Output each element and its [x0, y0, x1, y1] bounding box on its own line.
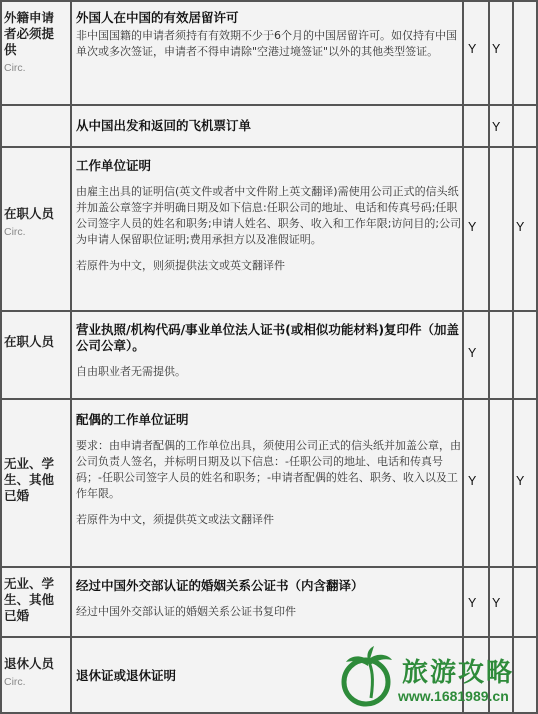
site-watermark	[338, 646, 536, 712]
table-border	[0, 0, 538, 2]
document-note: 自由职业者无需提供。	[76, 365, 186, 378]
document-note: 若原件为中文，须提供英文或法文翻译件	[76, 513, 274, 526]
document-cell	[76, 118, 462, 134]
category-cell	[4, 10, 66, 76]
document-cell	[76, 578, 462, 620]
watermark-text: 旅游攻略	[402, 658, 515, 688]
circ-note: Circ.	[4, 676, 26, 688]
document-cell	[76, 322, 462, 380]
document-description: 由雇主出具的证明信(英文件或者中文件附上英文翻译)需使用公司正式的信头纸并加盖公章签字并明确日期及如下信息:任职公司的地址、电话和传真号码;任职公司签字人员的姓名和职务;申请人姓名、职务、收入和工作年限;访问目的;公司为申请人保留职位证明;费用承担方以及准假证明。	[76, 185, 462, 246]
category-cell	[4, 456, 66, 504]
check-mark: Y	[492, 596, 501, 610]
document-title: 工作单位证明	[76, 158, 152, 173]
category-label: 退休人员	[4, 656, 55, 671]
row-divider	[0, 104, 538, 106]
check-mark: Y	[492, 42, 501, 56]
row-divider	[0, 636, 538, 638]
document-title: 配偶的工作单位证明	[76, 412, 189, 427]
document-cell	[76, 158, 462, 274]
column-divider	[488, 0, 490, 714]
table-border	[0, 0, 2, 714]
category-label: 外籍申请者必须提供	[4, 10, 55, 57]
document-title: 经过中国外交部认证的婚姻关系公证书（内含翻译）	[76, 578, 364, 593]
category-cell	[4, 334, 66, 350]
circ-note: Circ.	[4, 226, 26, 238]
category-cell	[4, 206, 66, 240]
category-label: 无业、学生、其他已婚	[4, 456, 55, 503]
category-label: 无业、学生、其他已婚	[4, 576, 55, 623]
check-mark: Y	[468, 42, 477, 56]
check-mark: Y	[468, 474, 477, 488]
row-divider	[0, 566, 538, 568]
row-divider	[0, 146, 538, 148]
circ-note: Circ.	[4, 62, 26, 74]
category-label: 在职人员	[4, 334, 55, 349]
document-description: 要求：由申请者配偶的工作单位出具，须使用公司正式的信头纸并加盖公章，由公司负责人签名，并标明日期及以下信息：-任职公司的地址、电话和传真号码；-任职公司签字人员的姓名和职务；-申请者配偶的姓名、职务、收入以及工作年限。	[76, 439, 461, 500]
check-mark: Y	[516, 474, 525, 488]
column-divider	[70, 0, 72, 714]
document-cell	[76, 412, 462, 528]
check-mark: Y	[468, 220, 477, 234]
watermark-url: www.1681989.cn	[398, 688, 509, 704]
check-mark: Y	[516, 220, 525, 234]
palm-tree-icon	[338, 646, 398, 708]
category-cell	[4, 656, 66, 690]
document-title: 营业执照/机构代码/事业单位法人证书(或相似功能材料)复印件（加盖公司公章）。	[76, 322, 460, 353]
check-mark: Y	[468, 596, 477, 610]
column-divider	[512, 0, 514, 714]
check-mark: Y	[492, 120, 501, 134]
column-divider	[462, 0, 464, 714]
category-label: 在职人员	[4, 206, 55, 221]
document-note: 若原件为中文，则须提供法文或英文翻译件	[76, 259, 285, 272]
row-divider	[0, 310, 538, 312]
document-cell	[76, 10, 462, 60]
check-mark: Y	[468, 346, 477, 360]
document-description: 非中国国籍的申请者须持有有效期不少于6个月的中国居留许可。如仅持有中国单次或多次签证，申请者不得申请除"空港过境签证"以外的其他类型签证。	[76, 29, 457, 58]
row-divider	[0, 398, 538, 400]
document-description: 经过中国外交部认证的婚姻关系公证书复印件	[76, 605, 296, 618]
document-title: 外国人在中国的有效居留许可	[76, 10, 239, 25]
category-cell	[4, 576, 66, 624]
document-title: 退休证或退休证明	[76, 668, 177, 683]
document-title: 从中国出发和返回的飞机票订单	[76, 118, 252, 133]
